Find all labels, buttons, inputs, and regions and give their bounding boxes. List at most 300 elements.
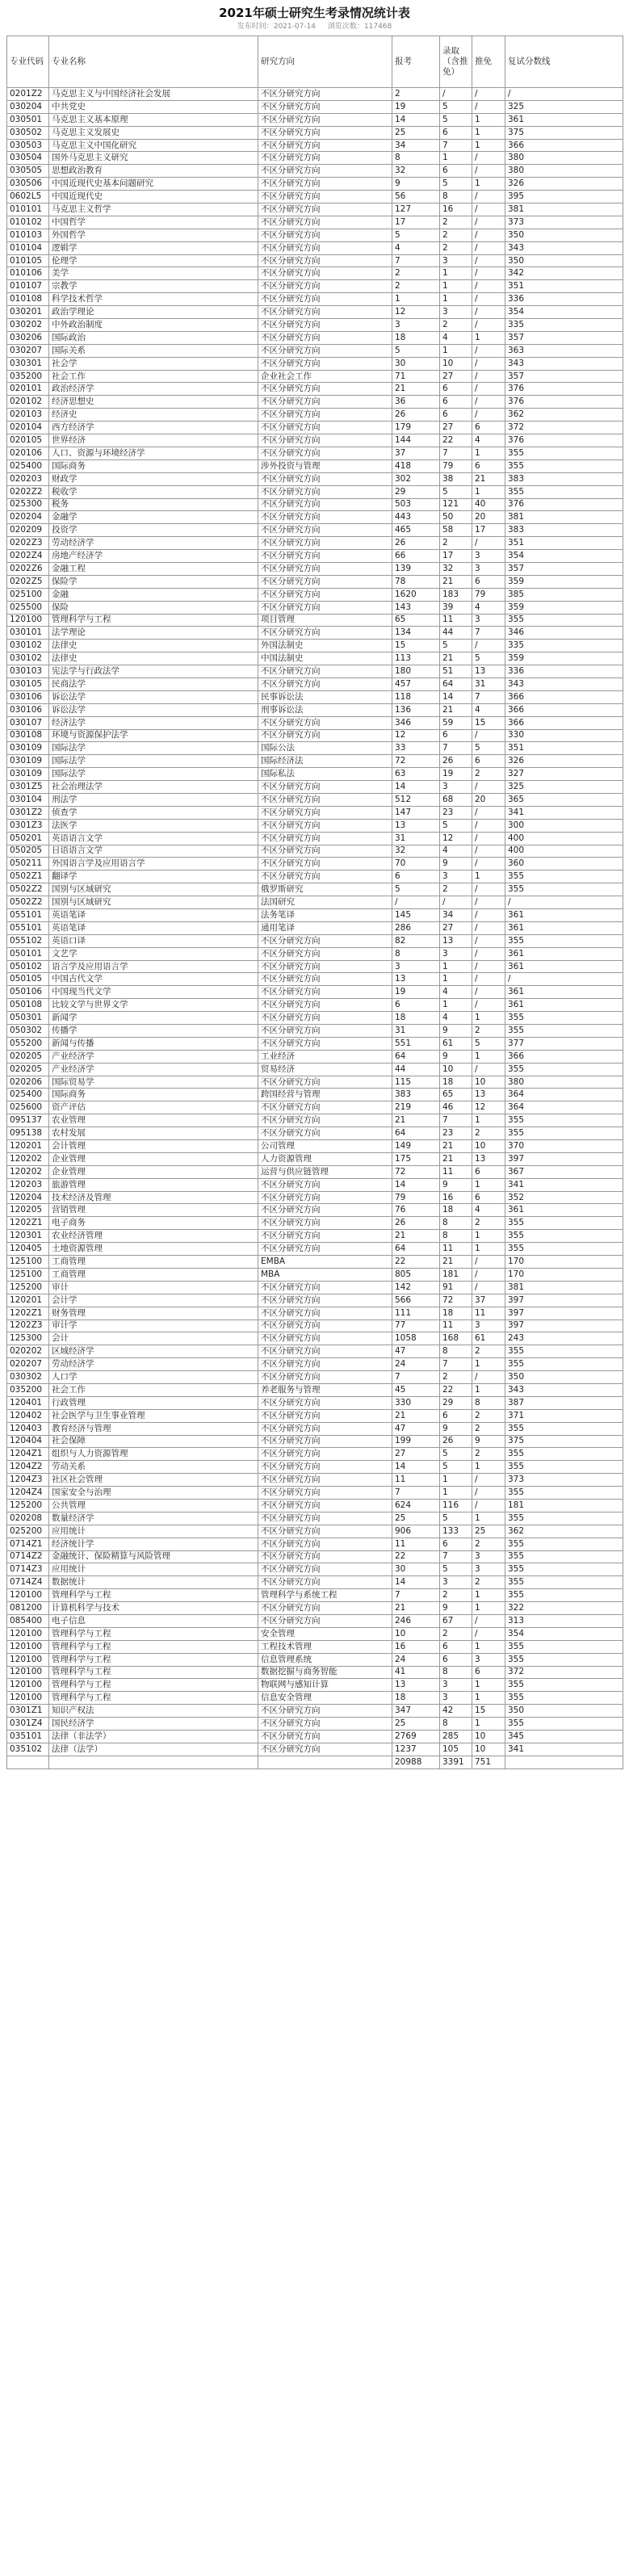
cell-admitted: 8 (440, 1666, 472, 1679)
cell-major-name: 国际法学 (49, 742, 258, 755)
page-meta (6, 21, 623, 36)
cell-applicants: 36 (392, 396, 440, 409)
cell-major-name: 营销管理 (49, 1204, 258, 1217)
cell-admitted: 10 (440, 357, 472, 370)
cell-major-code: 0502Z2 (7, 883, 49, 896)
cell-admitted: 26 (440, 1435, 472, 1448)
table-row (7, 434, 623, 447)
cell-major-code: 095137 (7, 1114, 49, 1127)
cell-major-name: 企业管理 (49, 1165, 258, 1178)
cell-cutoff-score: 355 (505, 1127, 623, 1140)
cell-applicants: 45 (392, 1383, 440, 1396)
cell-research-direction: 不区分研究方向 (258, 191, 392, 203)
cell-cutoff-score: 365 (505, 793, 623, 806)
cell-major-name: 新闻与传播 (49, 1037, 258, 1050)
cell-applicants: 11 (392, 1474, 440, 1487)
cell-admitted: 6 (440, 383, 472, 396)
table-row (7, 1602, 623, 1615)
cell-major-code: 125300 (7, 1332, 49, 1345)
cell-research-direction: 不区分研究方向 (258, 1204, 392, 1217)
cell-applicants: 15 (392, 640, 440, 652)
cell-major-code: 050101 (7, 947, 49, 960)
cell-exempt: 2 (472, 1576, 505, 1589)
cell-exempt: 20 (472, 793, 505, 806)
cell-cutoff-score: 373 (505, 216, 623, 229)
cell-exempt: / (472, 165, 505, 178)
table-row (7, 1230, 623, 1243)
cell-admitted: 7 (440, 447, 472, 459)
table-row (7, 1679, 623, 1692)
cell-exempt: 1 (472, 1461, 505, 1474)
cell-cutoff-score: 355 (505, 1345, 623, 1358)
cell-major-name: 知识产权法 (49, 1705, 258, 1718)
cell-major-name: 社会工作 (49, 1383, 258, 1396)
cell-admitted: 3 (440, 871, 472, 883)
table-row (7, 999, 623, 1012)
table-row (7, 896, 623, 909)
cell-major-code: 050301 (7, 1012, 49, 1025)
cell-research-direction: 不区分研究方向 (258, 306, 392, 319)
cell-research-direction: 不区分研究方向 (258, 524, 392, 537)
table-row (7, 690, 623, 703)
cell-exempt: 2 (472, 1025, 505, 1038)
cell-admitted: 46 (440, 1101, 472, 1114)
cell-exempt: / (472, 1281, 505, 1294)
cell-cutoff-score: 341 (505, 1743, 623, 1756)
table-row (7, 793, 623, 806)
cell-exempt: 2 (472, 1538, 505, 1550)
cell-cutoff-score: 357 (505, 370, 623, 383)
cell-applicants: 347 (392, 1705, 440, 1718)
cell-exempt: / (472, 383, 505, 396)
cell-research-direction: 公司管理 (258, 1140, 392, 1153)
cell-admitted: 61 (440, 1037, 472, 1050)
cell-admitted: 5 (440, 1563, 472, 1576)
cell-exempt: 79 (472, 588, 505, 601)
cell-cutoff-score: 355 (505, 1063, 623, 1076)
cell-major-code: 030204 (7, 100, 49, 113)
cell-major-code: 035200 (7, 370, 49, 383)
cell-cutoff-score: 380 (505, 165, 623, 178)
table-row (7, 768, 623, 781)
cell-exempt: / (472, 845, 505, 858)
cell-admitted: 7 (440, 1358, 472, 1371)
table-row (7, 1576, 623, 1589)
cell-admitted: 11 (440, 614, 472, 627)
cell-research-direction: 不区分研究方向 (258, 113, 392, 126)
cell-research-direction: 不区分研究方向 (258, 241, 392, 254)
cell-cutoff-score: 350 (505, 1705, 623, 1718)
cell-cutoff-score: 359 (505, 601, 623, 614)
cell-applicants: 19 (392, 986, 440, 999)
cell-admitted: 1 (440, 999, 472, 1012)
cell-major-code: 030105 (7, 678, 49, 690)
cell-major-name: 劳动关系 (49, 1461, 258, 1474)
cell-exempt: 3 (472, 1319, 505, 1332)
cell-major-name: 诉讼法学 (49, 703, 258, 716)
cell-research-direction: 不区分研究方向 (258, 973, 392, 986)
cell-major-code: 055102 (7, 934, 49, 947)
cell-research-direction: 不区分研究方向 (258, 1037, 392, 1050)
cell-admitted: 2 (440, 1627, 472, 1640)
cell-major-name: 金融工程 (49, 562, 258, 575)
cell-admitted: 27 (440, 422, 472, 434)
cell-cutoff-score: 371 (505, 1409, 623, 1422)
cell-exempt: / (472, 921, 505, 934)
cell-research-direction: 不区分研究方向 (258, 1705, 392, 1718)
cell-major-name: 经济统计学 (49, 1538, 258, 1550)
cell-major-name: 美学 (49, 267, 258, 280)
cell-admitted: 3 (440, 254, 472, 267)
cell-major-code: 1202Z1 (7, 1217, 49, 1230)
cell-admitted: 5 (440, 178, 472, 191)
table-row (7, 422, 623, 434)
cell-cutoff-score: 376 (505, 396, 623, 409)
cell-major-name: 管理科学与工程 (49, 1679, 258, 1692)
table-row (7, 1243, 623, 1256)
cell-admitted: 44 (440, 627, 472, 640)
cell-admitted: 2 (440, 319, 472, 332)
cell-exempt: 3 (472, 614, 505, 627)
cell-major-name: 管理科学与工程 (49, 1666, 258, 1679)
cell-research-direction: 项目管理 (258, 614, 392, 627)
cell-applicants: 24 (392, 1358, 440, 1371)
cell-admitted: 23 (440, 806, 472, 819)
cell-admitted: 3 (440, 781, 472, 794)
cell-major-name: 中国近现代史基本问题研究 (49, 178, 258, 191)
cell-research-direction: 不区分研究方向 (258, 588, 392, 601)
cell-major-name: 逻辑学 (49, 241, 258, 254)
cell-applicants: 286 (392, 921, 440, 934)
cell-research-direction: 不区分研究方向 (258, 781, 392, 794)
cell-major-name: 政治经济学 (49, 383, 258, 396)
table-row (7, 1487, 623, 1500)
cell-research-direction: 不区分研究方向 (258, 293, 392, 306)
cell-exempt: 31 (472, 678, 505, 690)
cell-research-direction: 不区分研究方向 (258, 1243, 392, 1256)
cell-research-direction: 信息安全管理 (258, 1692, 392, 1705)
cell-major-name: 农业经济管理 (49, 1230, 258, 1243)
cell-applicants: 18 (392, 1692, 440, 1705)
cell-cutoff-score: 363 (505, 344, 623, 357)
cell-exempt: 1 (472, 1178, 505, 1191)
cell-exempt: / (472, 344, 505, 357)
cell-admitted: 6 (440, 1409, 472, 1422)
cell-cutoff-score: 335 (505, 640, 623, 652)
cell-major-code (7, 1756, 49, 1768)
cell-applicants: 179 (392, 422, 440, 434)
cell-cutoff-score: 336 (505, 293, 623, 306)
cell-applicants: 64 (392, 1243, 440, 1256)
table-row (7, 665, 623, 678)
cell-major-code: 1204Z2 (7, 1461, 49, 1474)
cell-major-code: 120201 (7, 1140, 49, 1153)
cell-major-code: 120202 (7, 1165, 49, 1178)
cell-major-code: 020207 (7, 1358, 49, 1371)
table-row (7, 1627, 623, 1640)
cell-exempt: 2 (472, 1422, 505, 1435)
cell-applicants: 66 (392, 550, 440, 563)
cell-applicants: 37 (392, 447, 440, 459)
cell-research-direction: 不区分研究方向 (258, 203, 392, 216)
cell-exempt: / (472, 152, 505, 165)
cell-cutoff-score: 243 (505, 1332, 623, 1345)
cell-admitted: 27 (440, 370, 472, 383)
cell-major-code: 020208 (7, 1512, 49, 1525)
cell-cutoff-score: 361 (505, 1204, 623, 1217)
cell-cutoff-score: 343 (505, 678, 623, 690)
cell-exempt: / (472, 396, 505, 409)
cell-major-code: 050105 (7, 973, 49, 986)
cell-applicants: 25 (392, 126, 440, 139)
cell-applicants: 27 (392, 1448, 440, 1461)
cell-major-name: 旅游管理 (49, 1178, 258, 1191)
cell-research-direction: 不区分研究方向 (258, 1294, 392, 1307)
cell-cutoff-score: 385 (505, 588, 623, 601)
cell-exempt: / (472, 267, 505, 280)
cell-research-direction: 不区分研究方向 (258, 254, 392, 267)
cell-cutoff-score: 361 (505, 947, 623, 960)
cell-research-direction: 不区分研究方向 (258, 1371, 392, 1384)
cell-admitted: 21 (440, 1140, 472, 1153)
cell-research-direction: 不区分研究方向 (258, 1743, 392, 1756)
cell-major-name: 马克思主义中国化研究 (49, 139, 258, 152)
cell-major-name: 宗教学 (49, 280, 258, 293)
table-row (7, 832, 623, 845)
cell-applicants: 18 (392, 1012, 440, 1025)
cell-exempt: 11 (472, 1307, 505, 1319)
table-row (7, 742, 623, 755)
cell-applicants: 3 (392, 960, 440, 973)
cell-applicants: 136 (392, 703, 440, 716)
table-row (7, 113, 623, 126)
cell-cutoff-score: 330 (505, 729, 623, 742)
cell-research-direction: 不区分研究方向 (258, 1127, 392, 1140)
cell-exempt: / (472, 819, 505, 832)
cell-admitted: 72 (440, 1294, 472, 1307)
table-row (7, 716, 623, 729)
cell-exempt: 1 (472, 1243, 505, 1256)
cell-major-code: 0714Z3 (7, 1563, 49, 1576)
cell-applicants: 5 (392, 883, 440, 896)
cell-applicants: 3 (392, 319, 440, 332)
cell-admitted: 1 (440, 960, 472, 973)
cell-major-name: 中国近现代史 (49, 191, 258, 203)
table-row (7, 293, 623, 306)
cell-major-name: 人口、资源与环境经济学 (49, 447, 258, 459)
cell-cutoff-score: 381 (505, 203, 623, 216)
cell-exempt: / (472, 293, 505, 306)
cell-applicants: 56 (392, 191, 440, 203)
cell-major-name: 西方经济学 (49, 422, 258, 434)
cell-research-direction: 不区分研究方向 (258, 986, 392, 999)
cell-applicants: 78 (392, 575, 440, 588)
cell-admitted: 9 (440, 1050, 472, 1063)
cell-major-code: 120405 (7, 1243, 49, 1256)
table-row (7, 152, 623, 165)
cell-major-code: 120100 (7, 1679, 49, 1692)
table-row (7, 1640, 623, 1653)
cell-applicants: 47 (392, 1422, 440, 1435)
cell-applicants: 76 (392, 1204, 440, 1217)
cell-major-code: 030107 (7, 716, 49, 729)
cell-applicants: 14 (392, 1461, 440, 1474)
cell-admitted: 58 (440, 524, 472, 537)
cell-admitted: 22 (440, 434, 472, 447)
cell-exempt: / (472, 1614, 505, 1627)
cell-major-name: 行政管理 (49, 1396, 258, 1409)
cell-cutoff-score: 355 (505, 1550, 623, 1563)
cell-applicants: 10 (392, 1627, 440, 1640)
cell-cutoff-score: 350 (505, 1371, 623, 1384)
cell-applicants: 26 (392, 1217, 440, 1230)
cell-major-name: 国别与区域研究 (49, 883, 258, 896)
cell-applicants: 144 (392, 434, 440, 447)
cell-admitted: 7 (440, 139, 472, 152)
table-row (7, 1345, 623, 1358)
cell-research-direction: 运营与供应链管理 (258, 1165, 392, 1178)
cell-exempt: 1 (472, 1012, 505, 1025)
cell-major-name: 电子信息 (49, 1614, 258, 1627)
cell-admitted: 3391 (440, 1756, 472, 1768)
cell-research-direction: 不区分研究方向 (258, 434, 392, 447)
cell-research-direction: 不区分研究方向 (258, 1435, 392, 1448)
cell-applicants: 18 (392, 331, 440, 344)
cell-major-name: 中国古代文学 (49, 973, 258, 986)
cell-major-code: 035200 (7, 1383, 49, 1396)
cell-cutoff-score: / (505, 88, 623, 101)
cell-cutoff-score: 397 (505, 1152, 623, 1165)
cell-cutoff-score: 355 (505, 1512, 623, 1525)
cell-research-direction: MBA (258, 1268, 392, 1281)
table-row (7, 1165, 623, 1178)
cell-major-name: 中国现当代文学 (49, 986, 258, 999)
cell-major-code: 120100 (7, 614, 49, 627)
cell-admitted: 6 (440, 729, 472, 742)
cell-cutoff-score: 381 (505, 511, 623, 524)
table-row (7, 1063, 623, 1076)
cell-major-code: 0301Z3 (7, 819, 49, 832)
cell-applicants: 175 (392, 1152, 440, 1165)
cell-major-name: 财务管理 (49, 1307, 258, 1319)
cell-major-name: 经济思想史 (49, 396, 258, 409)
table-row (7, 640, 623, 652)
cell-research-direction: 企业社会工作 (258, 370, 392, 383)
cell-research-direction: 不区分研究方向 (258, 871, 392, 883)
cell-major-code: 0714Z4 (7, 1576, 49, 1589)
cell-major-code: 025200 (7, 1525, 49, 1538)
cell-research-direction: 不区分研究方向 (258, 1191, 392, 1204)
cell-cutoff-score (505, 1756, 623, 1768)
cell-cutoff-score: 375 (505, 1435, 623, 1448)
cell-research-direction: 不区分研究方向 (258, 729, 392, 742)
cell-research-direction: 不区分研究方向 (258, 1114, 392, 1127)
cell-major-code: 020101 (7, 383, 49, 396)
cell-major-code: 0502Z2 (7, 896, 49, 909)
cell-admitted: 21 (440, 575, 472, 588)
cell-applicants: 5 (392, 344, 440, 357)
table-row (7, 1114, 623, 1127)
cell-applicants: 14 (392, 781, 440, 794)
cell-admitted: 5 (440, 113, 472, 126)
cell-applicants: 346 (392, 716, 440, 729)
table-row (7, 1756, 623, 1768)
table-row (7, 1474, 623, 1487)
cell-exempt: 5 (472, 742, 505, 755)
cell-major-name: 管理科学与工程 (49, 1627, 258, 1640)
cell-major-name: 会计学 (49, 1294, 258, 1307)
cell-applicants: 47 (392, 1345, 440, 1358)
cell-research-direction: 不区分研究方向 (258, 845, 392, 858)
cell-admitted: 6 (440, 396, 472, 409)
cell-major-code: 0602L5 (7, 191, 49, 203)
cell-exempt: 1 (472, 126, 505, 139)
cell-major-code: 050205 (7, 845, 49, 858)
cell-cutoff-score: 364 (505, 1101, 623, 1114)
cell-exempt: / (472, 1256, 505, 1269)
cell-exempt: 2 (472, 1345, 505, 1358)
cell-research-direction: 不区分研究方向 (258, 1012, 392, 1025)
cell-admitted: 21 (440, 703, 472, 716)
cell-applicants: 418 (392, 459, 440, 472)
cell-admitted: 4 (440, 1012, 472, 1025)
cell-major-code: 030109 (7, 768, 49, 781)
cell-exempt: 25 (472, 1525, 505, 1538)
cell-exempt: / (472, 960, 505, 973)
cell-applicants: 29 (392, 485, 440, 498)
cell-cutoff-score: 335 (505, 319, 623, 332)
cell-admitted: 11 (440, 1165, 472, 1178)
table-row (7, 357, 623, 370)
cell-cutoff-score: 357 (505, 562, 623, 575)
cell-admitted: 1 (440, 344, 472, 357)
cell-applicants: 8 (392, 152, 440, 165)
cell-admitted: 59 (440, 716, 472, 729)
cell-exempt: 1 (472, 1679, 505, 1692)
cell-major-name: 计算机科学与技术 (49, 1602, 258, 1615)
cell-exempt: / (472, 1499, 505, 1512)
cell-major-name: 国家安全与治理 (49, 1487, 258, 1500)
cell-exempt: / (472, 858, 505, 871)
cell-exempt: 40 (472, 498, 505, 511)
cell-applicants: 566 (392, 1294, 440, 1307)
cell-major-code: 120205 (7, 1204, 49, 1217)
cell-major-code: 125200 (7, 1281, 49, 1294)
table-row (7, 88, 623, 101)
cell-major-name: 企业管理 (49, 1152, 258, 1165)
cell-cutoff-score: 400 (505, 845, 623, 858)
table-row (7, 241, 623, 254)
cell-applicants: 457 (392, 678, 440, 690)
cell-cutoff-score: 343 (505, 1383, 623, 1396)
cell-cutoff-score: 380 (505, 152, 623, 165)
cell-admitted: 14 (440, 690, 472, 703)
cell-major-name: 保险学 (49, 575, 258, 588)
table-row (7, 1589, 623, 1602)
cell-admitted: 23 (440, 1127, 472, 1140)
cell-admitted: 7 (440, 1114, 472, 1127)
cell-major-code: 1204Z3 (7, 1474, 49, 1487)
cell-cutoff-score: 355 (505, 1653, 623, 1666)
table-row (7, 254, 623, 267)
cell-applicants: 6 (392, 999, 440, 1012)
cell-admitted: 2 (440, 537, 472, 550)
table-row (7, 1050, 623, 1063)
cell-research-direction: 不区分研究方向 (258, 575, 392, 588)
cell-applicants: 12 (392, 729, 440, 742)
cell-applicants: 503 (392, 498, 440, 511)
cell-cutoff-score: 313 (505, 1614, 623, 1627)
